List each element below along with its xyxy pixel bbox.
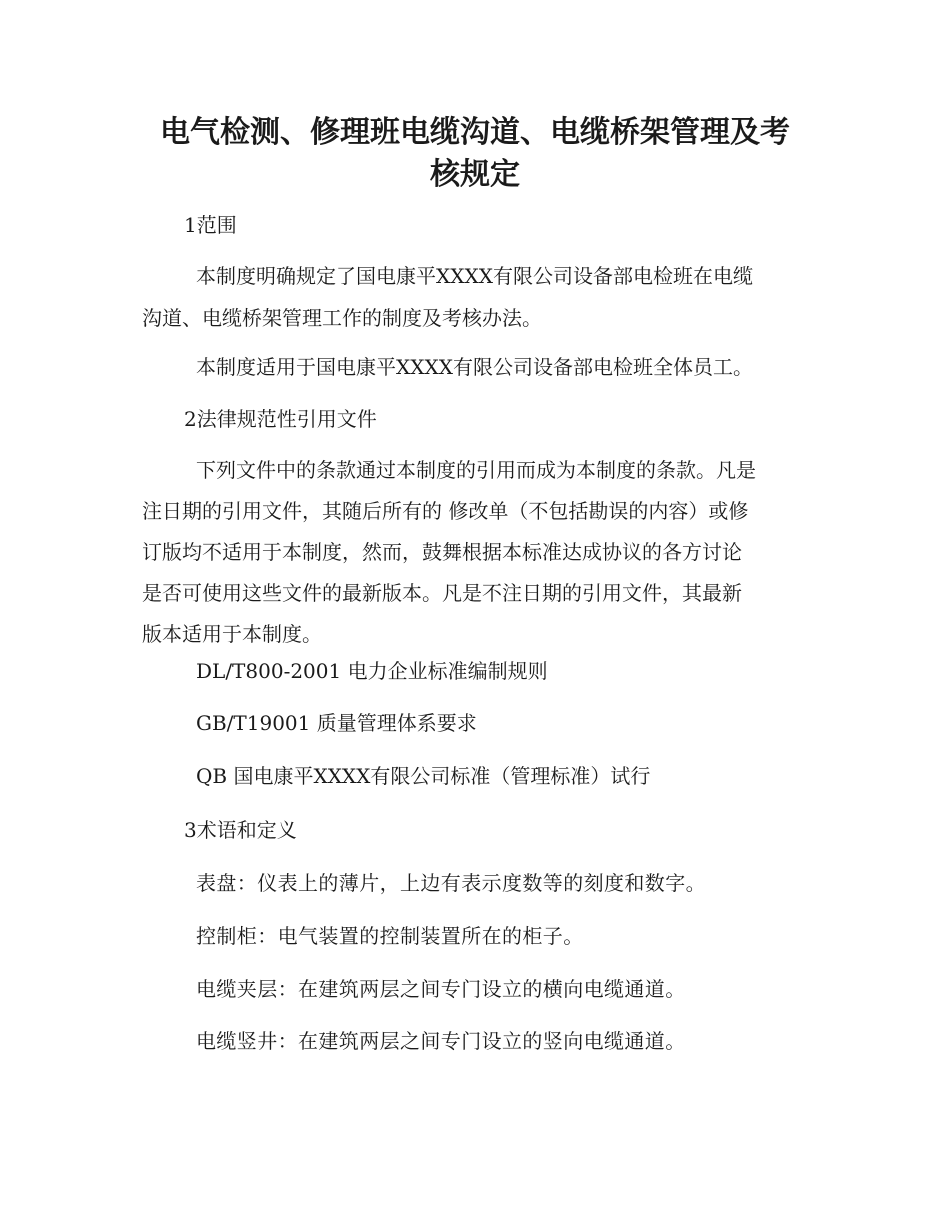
title-line-2: 核规定	[430, 157, 520, 192]
reference-item-1: DL/T800-2001 电力企业标准编制规则	[196, 659, 548, 683]
section-1-paragraph-1	[142, 262, 810, 346]
reference-item-3: QB 国电康平XXXX有限公司标准（管理标准）试行	[196, 764, 651, 788]
reference-item-2: GB/T19001 质量管理体系要求	[196, 711, 477, 735]
paragraph-line: 订版均不适用于本制度，然而，鼓舞根据本标准达成协议的各方讨论	[142, 540, 742, 564]
paragraph-line: 沟道、电缆桥架管理工作的制度及考核办法。	[142, 306, 542, 330]
paragraph-line: 下列文件中的条款通过本制度的引用而成为本制度的条款。凡是	[196, 458, 756, 482]
document-title	[130, 112, 820, 196]
section-2-paragraph-1	[142, 456, 810, 661]
term-definition-3: 电缆夹层：在建筑两层之间专门设立的横向电缆通道。	[196, 977, 686, 1001]
section-2-heading: 2法律规范性引用文件	[184, 407, 377, 431]
paragraph-line: 版本适用于本制度。	[142, 622, 322, 646]
paragraph-line: 本制度明确规定了国电康平XXXX有限公司设备部电检班在电缆	[196, 264, 753, 288]
term-definition-4: 电缆竖井：在建筑两层之间专门设立的竖向电缆通道。	[196, 1029, 686, 1053]
section-3-heading: 3术语和定义	[184, 818, 297, 842]
term-definition-2: 控制柜：电气装置的控制装置所在的柜子。	[196, 924, 584, 948]
paragraph-line: 注日期的引用文件，其随后所有的 修改单（不包括勘误的内容）或修	[142, 499, 749, 523]
section-1-paragraph-2: 本制度适用于国电康平XXXX有限公司设备部电检班全体员工。	[196, 355, 753, 379]
title-line-1: 电气检测、修理班电缆沟道、电缆桥架管理及考	[160, 115, 790, 150]
section-1-heading: 1范围	[184, 213, 237, 237]
paragraph-line: 是否可使用这些文件的最新版本。凡是不注日期的引用文件，其最新	[142, 581, 742, 605]
term-definition-1: 表盘：仪表上的薄片，上边有表示度数等的刻度和数字。	[196, 871, 706, 895]
